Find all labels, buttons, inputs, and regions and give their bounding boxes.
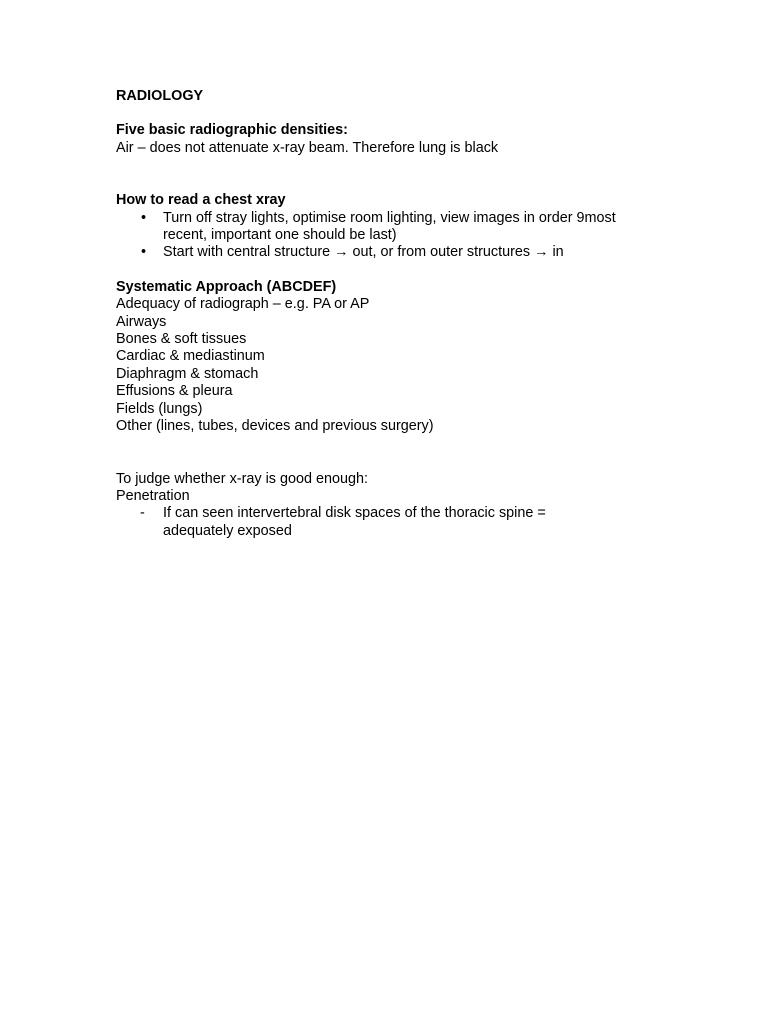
dash-marker: - [140, 505, 145, 522]
penetration-subheading: Penetration [116, 487, 190, 504]
bullet-item [116, 244, 663, 261]
approach-line: Fields (lungs) [116, 400, 203, 417]
bullet-marker: • [141, 209, 147, 226]
systematic-approach-heading: Systematic Approach (ABCDEF) [116, 278, 337, 295]
document-title: RADIOLOGY [116, 88, 204, 104]
approach-line: Diaphragm & stomach [116, 365, 259, 382]
approach-line: Adequacy of radiograph – e.g. PA or AP [116, 296, 370, 313]
dash-item [116, 505, 563, 540]
document-page [116, 88, 716, 540]
densities-line: Air – does not attenuate x-ray beam. Therefore lung is black [116, 139, 499, 156]
penetration-dash-list [116, 505, 716, 540]
bullet-item [116, 210, 663, 245]
densities-heading: Five basic radiographic densities: [116, 122, 348, 139]
spacer [116, 157, 716, 192]
bullet-text: Turn off stray lights, optimise room lighting, view images in order 9most recent, important one should be last) [163, 209, 616, 244]
approach-line: Airways [116, 313, 167, 330]
approach-line: Cardiac & mediastinum [116, 348, 265, 365]
judge-intro: To judge whether x-ray is good enough: [116, 470, 368, 487]
chest-xray-heading: How to read a chest xray [116, 192, 286, 209]
spacer [116, 262, 716, 279]
bullet-text: Start with central structure → out, or from outer structures → in [163, 244, 564, 261]
approach-line: Other (lines, tubes, devices and previous surgery) [116, 418, 434, 435]
spacer [116, 436, 716, 471]
chest-xray-bullet-list [116, 210, 716, 262]
approach-line: Effusions & pleura [116, 383, 233, 400]
approach-line: Bones & soft tissues [116, 331, 247, 348]
bullet-marker: • [141, 244, 147, 261]
dash-text: If can seen intervertebral disk spaces of the thoracic spine = adequately exposed [163, 505, 546, 539]
